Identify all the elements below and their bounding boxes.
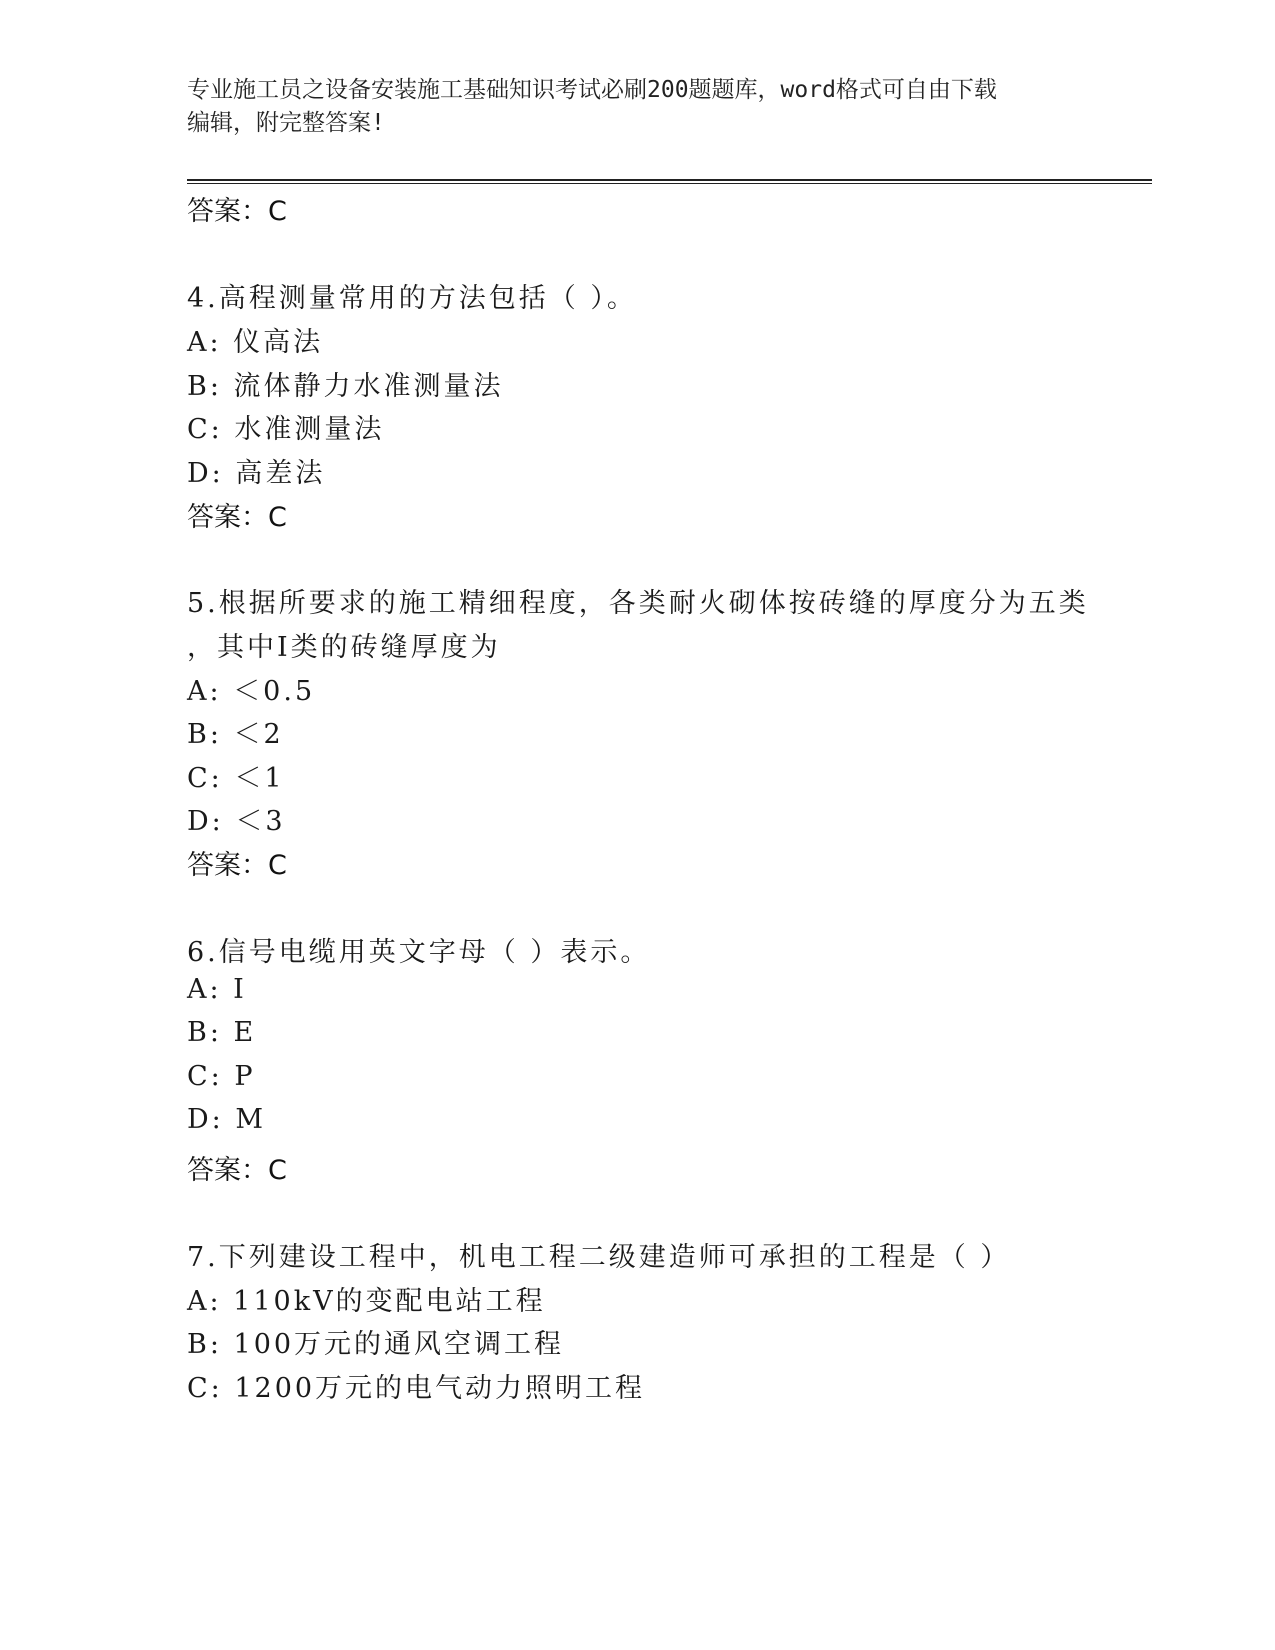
question-4-option-c: C: 水准测量法: [187, 414, 385, 445]
question-7-option-c: C: 1200万元的电气动力照明工程: [187, 1373, 646, 1404]
answer-q6: 答案：C: [187, 1155, 287, 1186]
question-5-stem: 5.根据所要求的施工精细程度，各类耐火砌体按砖缝的厚度分为五类: [187, 588, 1089, 619]
header-line-2: 编辑，附完整答案!: [187, 110, 385, 136]
question-5-option-c: C: ＜1: [187, 763, 285, 794]
header-divider: [187, 179, 1152, 181]
answer-q4: 答案：C: [187, 502, 287, 533]
question-7-option-a: A: 110kV的变配电站工程: [187, 1286, 546, 1317]
question-4-option-a: A: 仪高法: [187, 327, 324, 358]
question-7-option-b: B: 100万元的通风空调工程: [187, 1329, 565, 1360]
question-6-option-b: B: E: [187, 1017, 257, 1048]
question-6-option-c: C: P: [187, 1061, 256, 1092]
question-6-option-a: A: I: [187, 974, 247, 1005]
question-6-option-d: D: M: [187, 1104, 266, 1135]
answer-q3: 答案：C: [187, 196, 287, 227]
question-5-option-d: D: ＜3: [187, 806, 286, 837]
document-header: [187, 74, 1067, 140]
question-4-option-b: B: 流体静力水准测量法: [187, 371, 504, 402]
header-divider-thin: [187, 183, 1152, 184]
question-5-option-b: B: ＜2: [187, 719, 284, 750]
question-4-stem: 4.高程测量常用的方法包括（ ）。: [187, 283, 637, 314]
question-5-option-a: A: ＜0.5: [187, 676, 316, 707]
question-5-stem-continued: ，其中I类的砖缝厚度为: [187, 632, 501, 663]
question-6-stem: 6.信号电缆用英文字母（ ）表示。: [187, 937, 651, 968]
question-4-option-d: D: 高差法: [187, 458, 326, 489]
answer-q5: 答案：C: [187, 850, 287, 881]
header-line-1: 专业施工员之设备安装施工基础知识考试必刷200题题库，word格式可自由下载: [187, 77, 997, 103]
question-7-stem: 7.下列建设工程中，机电工程二级建造师可承担的工程是（ ）: [187, 1242, 1011, 1273]
